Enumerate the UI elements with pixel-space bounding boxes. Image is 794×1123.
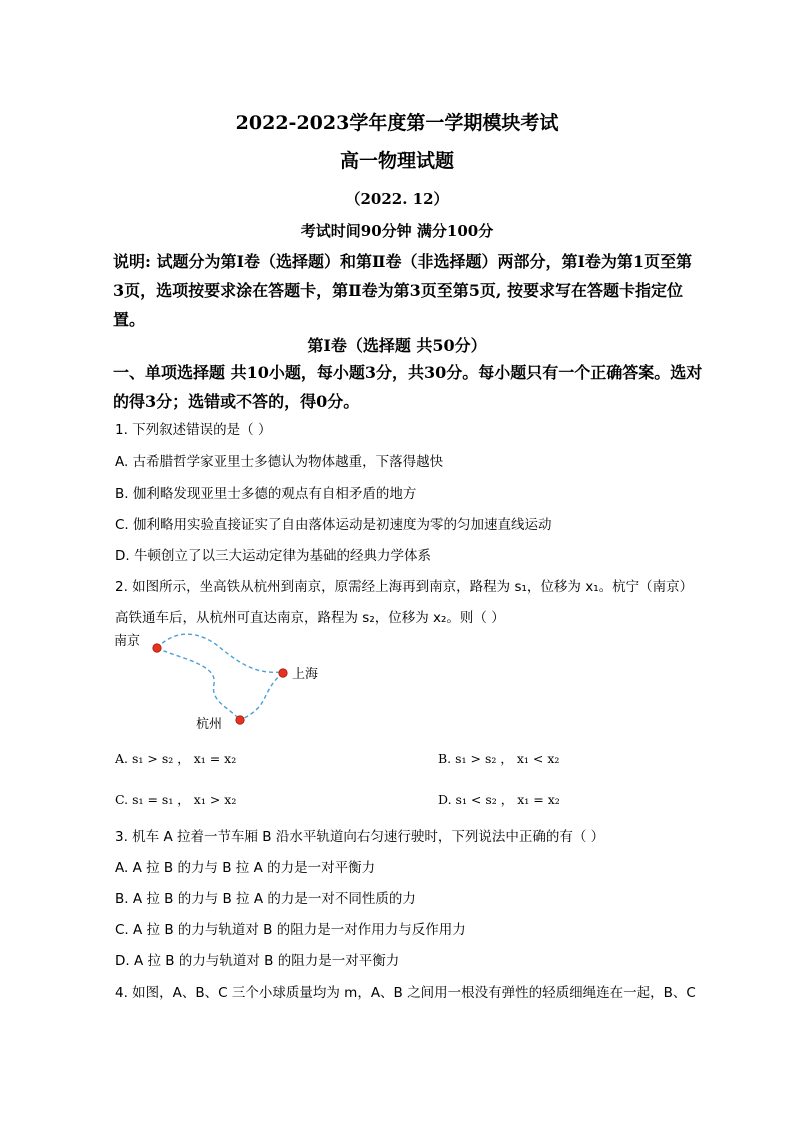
q2-option-d: D. s₁ < s₂ ， x₁ = x₂	[438, 792, 560, 807]
route-map-figure	[108, 624, 348, 736]
nanjing-label: 南京	[114, 634, 141, 649]
q3-option-d: D. A 拉 B 的力与轨道对 B 的阻力是一对平衡力	[115, 953, 400, 969]
shanghai-label: 上海	[292, 667, 319, 682]
q2-option-a: A. s₁ > s₂ ， x₁ = x₂	[115, 751, 237, 766]
hangzhou-label: 杭州	[196, 717, 223, 732]
hangzhou-dot	[236, 716, 244, 724]
exam-date: （2022. 12）	[345, 190, 449, 208]
q1-option-d: D. 牛顿创立了以三大运动定律为基础的经典力学体系	[115, 548, 431, 564]
exam-info: 考试时间90分钟 满分100分	[300, 222, 494, 240]
section-heading: 第Ⅰ卷（选择题 共50分）	[307, 336, 487, 355]
shanghai-dot	[279, 669, 287, 677]
q1-stem: 1. 下列叙述错误的是（ ）	[115, 422, 272, 438]
q3-option-b: B. A 拉 B 的力与 B 拉 A 的力是一对不同性质的力	[115, 891, 416, 907]
q1-option-a: A. 古希腊哲学家亚里士多德认为物体越重，下落得越快	[115, 454, 444, 470]
q1-option-b: B. 伽利略发现亚里士多德的观点有自相矛盾的地方	[115, 486, 417, 502]
route-nanjing-shanghai	[157, 634, 283, 673]
exam-title: 2022-2023学年度第一学期模块考试	[235, 112, 559, 134]
instructions: 说明: 试题分为第Ⅰ卷（选择题）和第Ⅱ卷（非选择题）两部分，第Ⅰ卷为第1页至第3页，选项按要求涂在答题卡，第Ⅱ卷为第3页至第5页, 按要求写在答题卡指定位置。	[113, 252, 693, 329]
q3-option-c: C. A 拉 B 的力与轨道对 B 的阻力是一对作用力与反作用力	[115, 922, 466, 938]
q3-option-a: A. A 拉 B 的力与 B 拉 A 的力是一对平衡力	[115, 860, 376, 876]
subject-title: 高一物理试题	[339, 150, 454, 172]
q2-option-c: C. s₁ = s₁ ， x₁ > x₂	[115, 792, 237, 807]
q3-stem: 3. 机车 A 拉着一节车厢 B 沿水平轨道向右匀速行驶时，下列说法中正确的有（ ）	[115, 829, 605, 845]
route-nanjing-hangzhou	[157, 648, 240, 720]
route-shanghai-hangzhou	[240, 673, 283, 720]
part-heading: 一、单项选择题 共10小题，每小题3分，共30分。每小题只有一个正确答案。选对的得3分；选错或不答的，得0分。	[113, 363, 703, 411]
q4-stem: 4. 如图，A、B、C 三个小球质量均为 m，A、B 之间用一根没有弹性的轻质细绳连在一起，B、C	[115, 985, 696, 1001]
q1-option-c: C. 伽利略用实验直接证实了自由落体运动是初速度为零的匀加速直线运动	[115, 517, 552, 533]
q2-option-b: B. s₁ > s₂ ， x₁ < x₂	[438, 751, 560, 766]
q2-stem-line2: 高铁通车后，从杭州可直达南京，路程为 s₂，位移为 x₂。则（ ）	[115, 610, 505, 626]
q2-stem-line1: 2. 如图所示，坐高铁从杭州到南京，原需经上海再到南京，路程为 s₁，位移为 x₁。杭宁（南京）	[115, 579, 694, 595]
nanjing-dot	[153, 644, 161, 652]
